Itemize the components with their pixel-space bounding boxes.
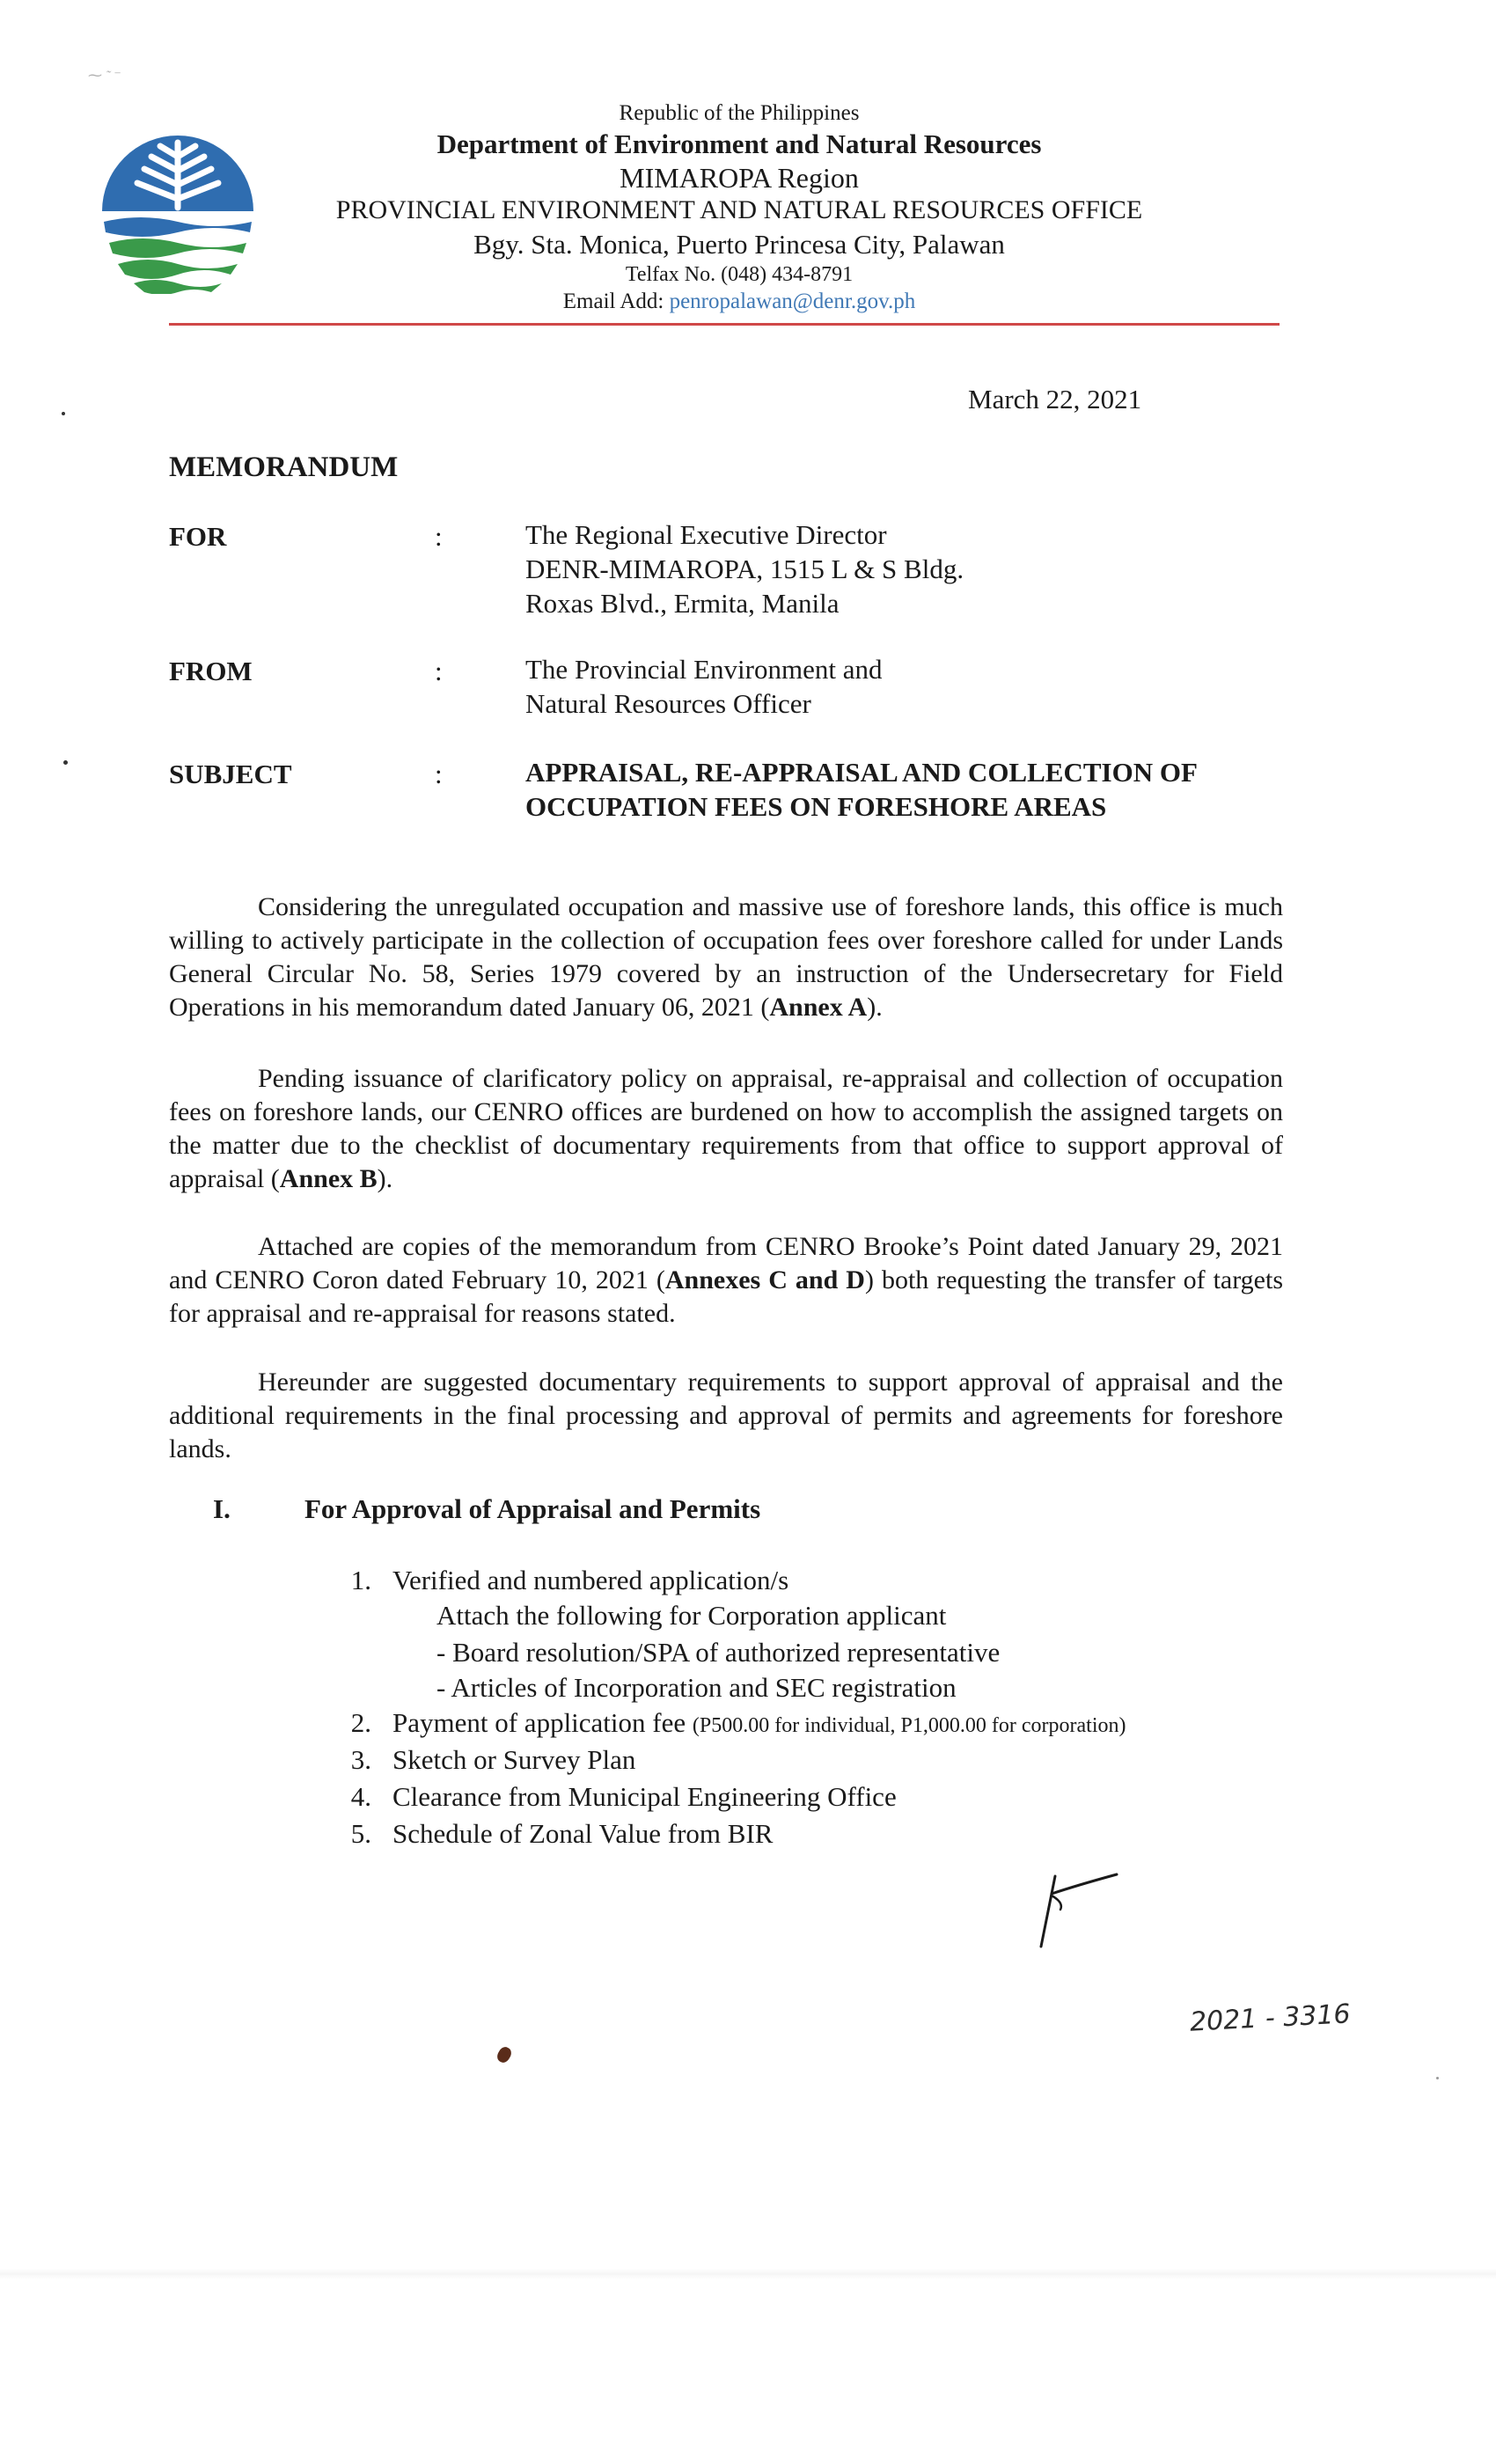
scan-speck (63, 760, 68, 765)
for-recipient (525, 517, 964, 620)
memo-date: March 22, 2021 (968, 384, 1142, 414)
from-line: The Provincial Environment and (525, 654, 883, 685)
list-item: Verified and numbered application/s (392, 1565, 789, 1595)
from-sender (525, 652, 882, 721)
letterhead-department: Department of Environment and Natural Resources (436, 128, 1042, 159)
paragraph-text: Considering the unregulated occupation and massive use of foreshore lands, this office is much willing to actively participate in the collection of occupation fees over foreshore called for under Lands General Circular No. 58, Series 1979 covered by an instruction of the Undersecretary for Field Operations in his memorandum dated January 06, 2021 ( (169, 892, 1283, 1022)
annex-reference: Annexes C and D (664, 1265, 865, 1294)
signature-initial (1025, 1859, 1131, 1951)
email-label: Email Add: (562, 290, 670, 313)
letterhead-address: Bgy. Sta. Monica, Puerto Princesa City, Palawan (473, 229, 1005, 260)
scan-speck (62, 412, 65, 415)
sub-item: Attach the following for Corporation applicant (436, 1600, 947, 1631)
list-item-number: 2. (350, 1707, 371, 1738)
for-line: DENR-MIMAROPA, 1515 L & S Bldg. (525, 554, 964, 584)
letterhead-region: MIMAROPA Region (620, 162, 859, 194)
list-item-number: 1. (350, 1565, 371, 1595)
paragraph-4: Hereunder are suggested documentary requirements to support approval of appraisal and the additional requirements in the final processing and approval of permits and agreements for foreshore lands. (169, 1368, 1283, 1463)
list-item (392, 1707, 1126, 1739)
ink-blot (495, 2045, 513, 2065)
letterhead-telfax: Telfax No. (048) 434-8791 (625, 263, 854, 286)
subject-line: OCCUPATION FEES ON FORESHORE AREAS (525, 791, 1107, 822)
fee-note: (P500.00 for individual, P1,000.00 for corporation) (692, 1714, 1126, 1737)
letterhead-divider (169, 323, 1280, 326)
subject-colon: : (435, 759, 443, 789)
for-colon: : (435, 521, 443, 552)
letterhead-email-line (211, 290, 1267, 312)
subject-text (525, 755, 1198, 824)
paragraph-3 (169, 1230, 1283, 1331)
section-title: For Approval of Appraisal and Permits (304, 1493, 761, 1524)
section-number: I. (213, 1493, 231, 1524)
list-item-number: 3. (350, 1744, 371, 1775)
handwritten-reference-number: 2021 - 3316 (1189, 1998, 1352, 2038)
for-label: FOR (169, 521, 227, 552)
sub-item: - Articles of Incorporation and SEC registration (436, 1672, 957, 1703)
subject-line: APPRAISAL, RE-APPRAISAL AND COLLECTION OF (525, 757, 1198, 788)
memo-title: MEMORANDUM (169, 451, 399, 483)
paragraph-1 (169, 891, 1283, 1024)
from-line: Natural Resources Officer (525, 688, 811, 719)
for-line: Roxas Blvd., Ermita, Manila (525, 588, 840, 619)
list-item: Clearance from Municipal Engineering Office (392, 1781, 897, 1812)
from-colon: : (435, 656, 443, 686)
list-item: Schedule of Zonal Value from BIR (392, 1818, 774, 1849)
list-item-number: 4. (350, 1781, 371, 1812)
for-line: The Regional Executive Director (525, 519, 887, 550)
paragraph-2 (169, 1062, 1283, 1196)
paragraph-text: Pending issuance of clarificatory policy on appraisal, re-appraisal and collection of occupation fees on foreshore lands, our CENRO offices are burdened on how to accomplish the assigned targets on the matter due to the checklist of documentary requirements from that office to support approval of appraisal ( (169, 1064, 1283, 1193)
paragraph-text: ). (377, 1164, 393, 1193)
paragraph-text: Attached are copies of the memorandum from CENRO Brooke’s Point dated January 29, 2021 and CENRO Coron dated February 10, 2021 ( (169, 1232, 1283, 1294)
faint-scribble: ⁓ ˜ ⁻ (88, 69, 121, 84)
email-link[interactable]: penropalawan@denr.gov.ph (669, 290, 916, 313)
scan-band (0, 2269, 1496, 2279)
scan-speck (1436, 2077, 1439, 2079)
subject-label: SUBJECT (169, 759, 292, 789)
list-item-text: Payment of application fee (392, 1707, 693, 1738)
letterhead-republic: Republic of the Philippines (619, 101, 860, 125)
annex-reference: Annex A (769, 993, 868, 1022)
paragraph-text: ) both requesting the transfer of targets for appraisal and re-appraisal for reasons stated. (169, 1265, 1284, 1328)
list-item-number: 5. (350, 1818, 371, 1849)
list-item: Sketch or Survey Plan (392, 1744, 636, 1775)
paragraph-text: ). (867, 993, 883, 1022)
annex-reference: Annex B (279, 1164, 378, 1193)
letterhead-office: PROVINCIAL ENVIRONMENT AND NATURAL RESOURCES OFFICE (335, 195, 1143, 224)
from-label: FROM (169, 656, 253, 686)
sub-item: - Board resolution/SPA of authorized representative (436, 1637, 1001, 1668)
